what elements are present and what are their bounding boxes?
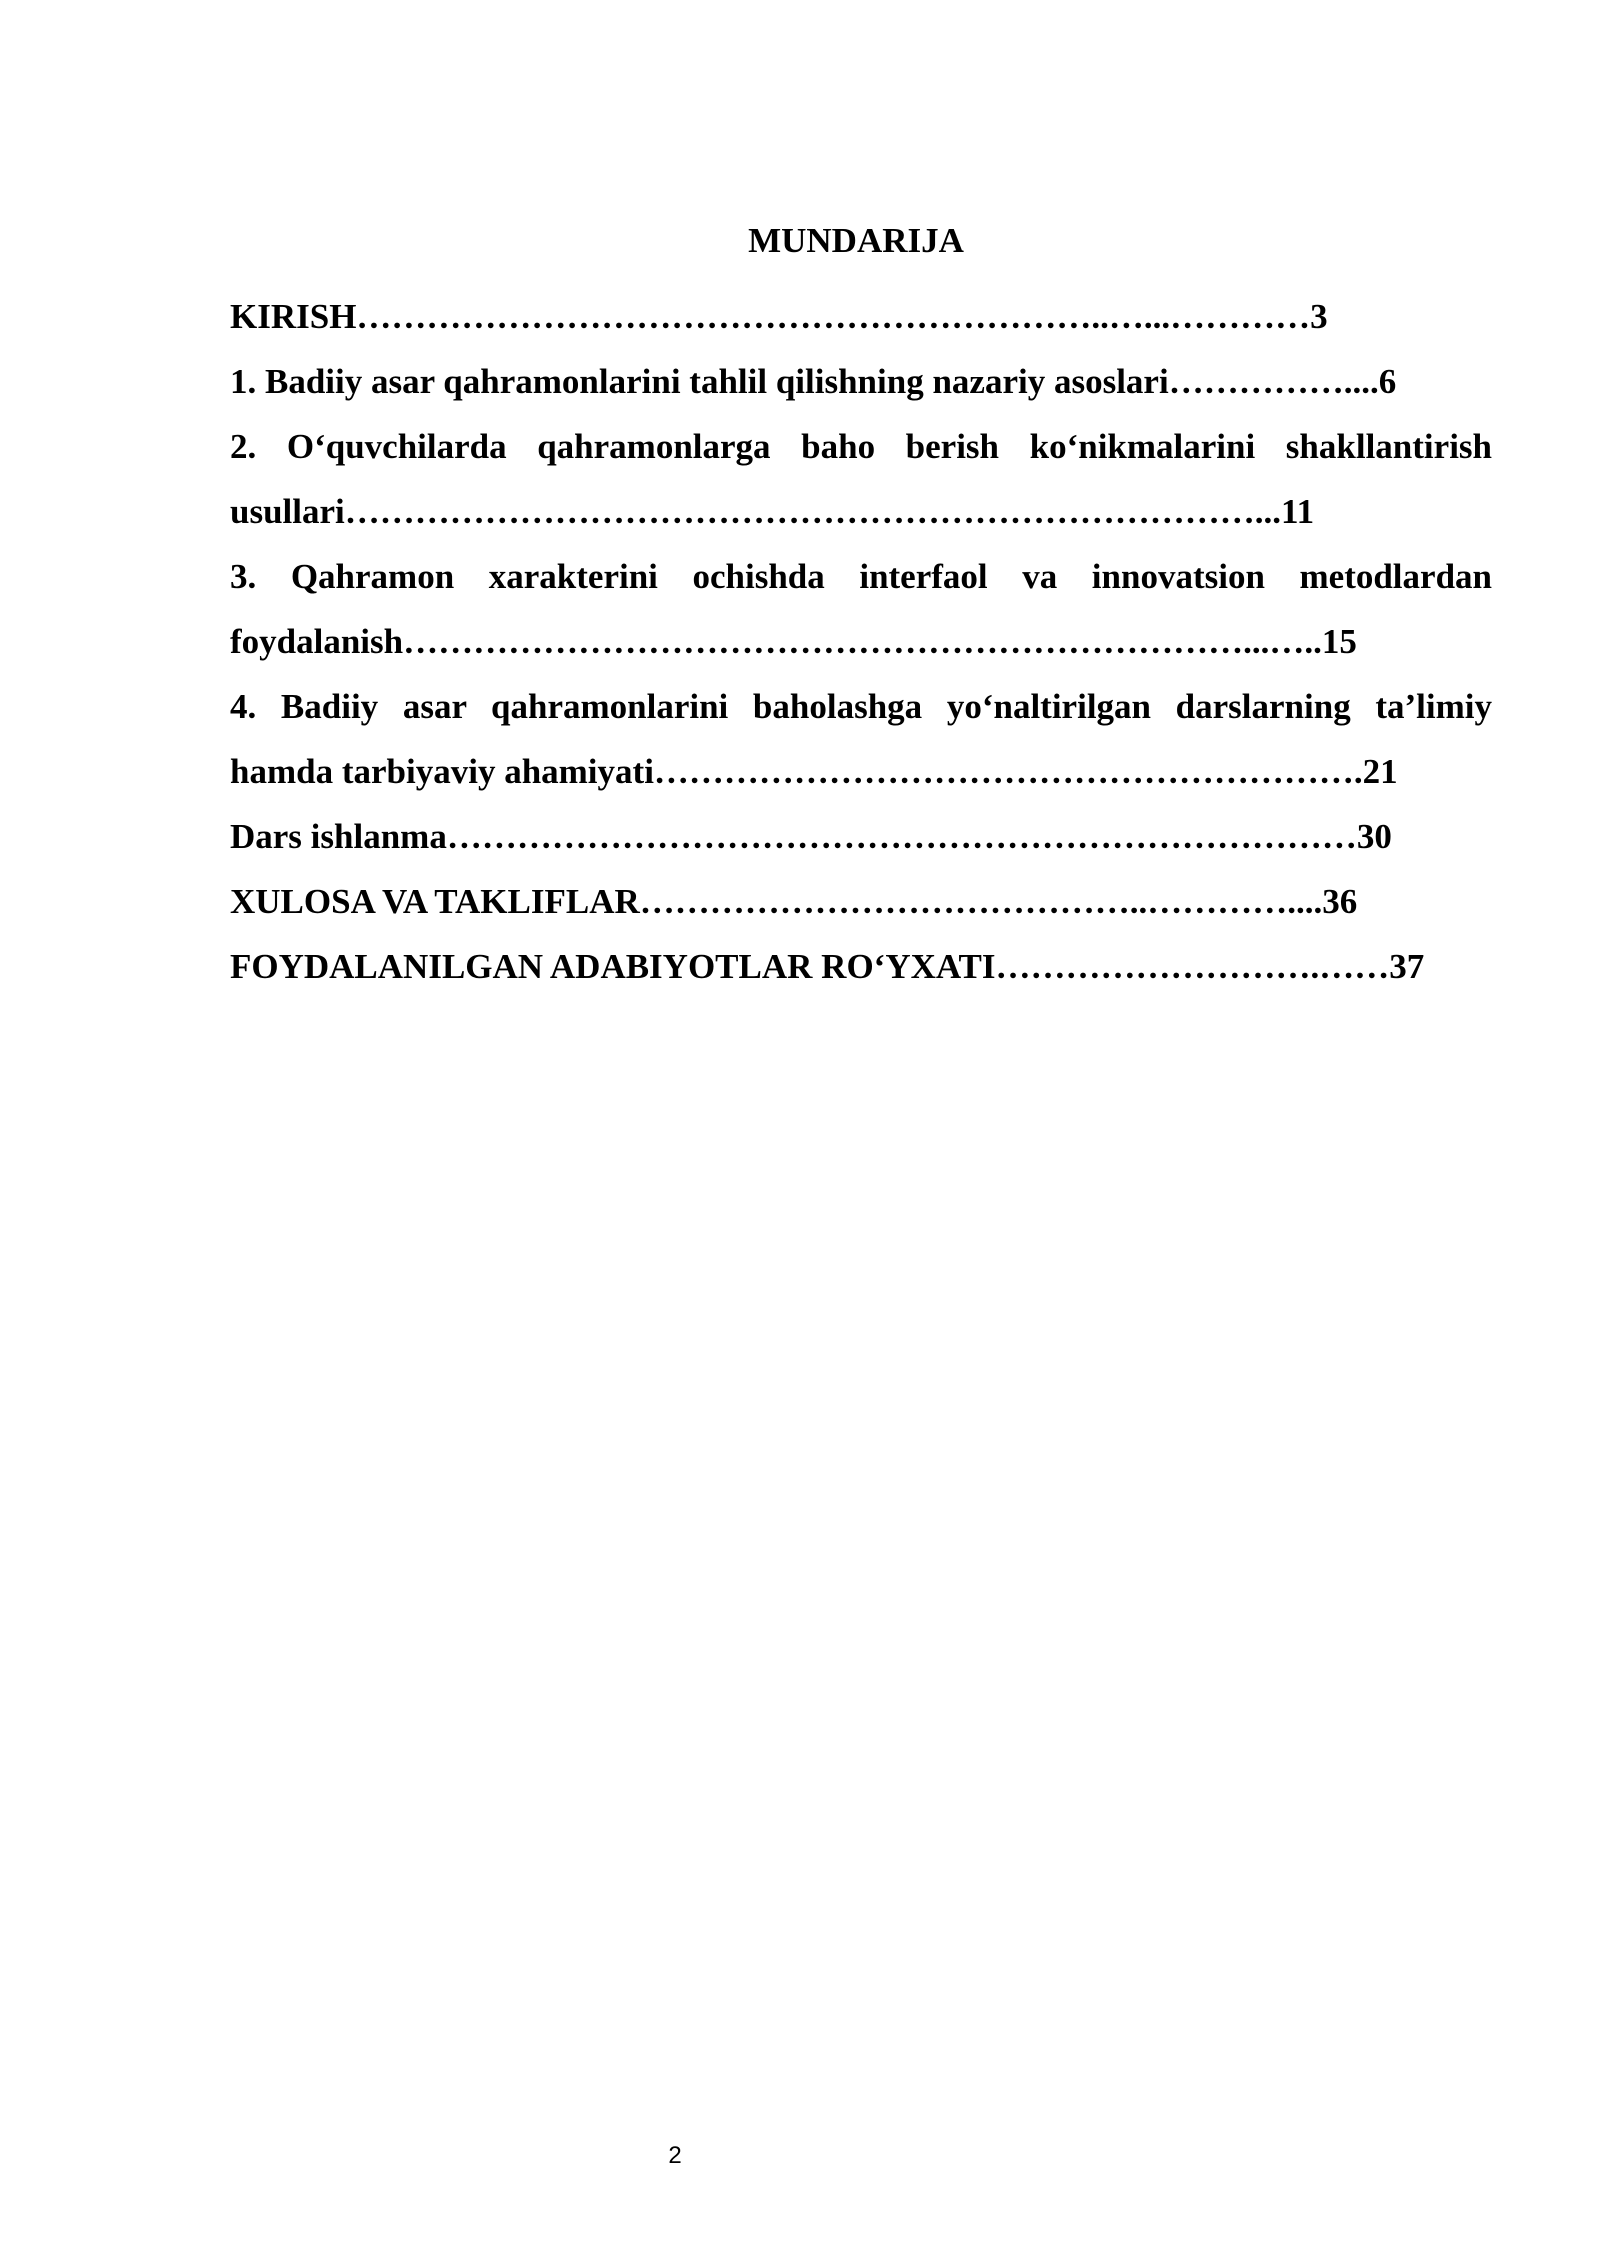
toc-entry-xulosa: XULOSA VA TAKLIFLAR……………………………………..…………....36 xyxy=(230,882,1358,921)
toc-entry-kirish: KIRISH………………………………………………………..…...…………3 xyxy=(230,297,1328,336)
toc-title: MUNDARIJA xyxy=(748,221,964,260)
toc-entry-chapter-1: 1. Badiiy asar qahramonlarini tahlil qilishning nazariy asoslari……………....6 xyxy=(230,362,1397,401)
toc-entry-chapter-3: 3. Qahramon xarakterini ochishda interfaol va innovatsion metodlardan foydalanish………………………………………………………………...…..15 xyxy=(230,557,1492,661)
table-of-contents xyxy=(230,218,1492,999)
toc-entry-chapter-4: 4. Badiiy asar qahramonlarini baholashga yo‘naltirilgan darslarning ta’limiy hamda tarbiyaviy ahamiyati…………………………………………………….21 xyxy=(230,687,1492,791)
toc-entry-adabiyotlar: FOYDALANILGAN ADABIYOTLAR RO‘YXATI……………………….……37 xyxy=(230,947,1425,986)
toc-list xyxy=(230,284,1492,999)
toc-entry-dars-ishlanma: Dars ishlanma……………………………………………………………………30 xyxy=(230,817,1392,856)
toc-entry-chapter-2: 2. O‘quvchilarda qahramonlarga baho berish ko‘nikmalarini shakllantirish usullari……………………………………………………………………...11 xyxy=(230,427,1492,531)
page-number: 2 xyxy=(668,2142,682,2169)
